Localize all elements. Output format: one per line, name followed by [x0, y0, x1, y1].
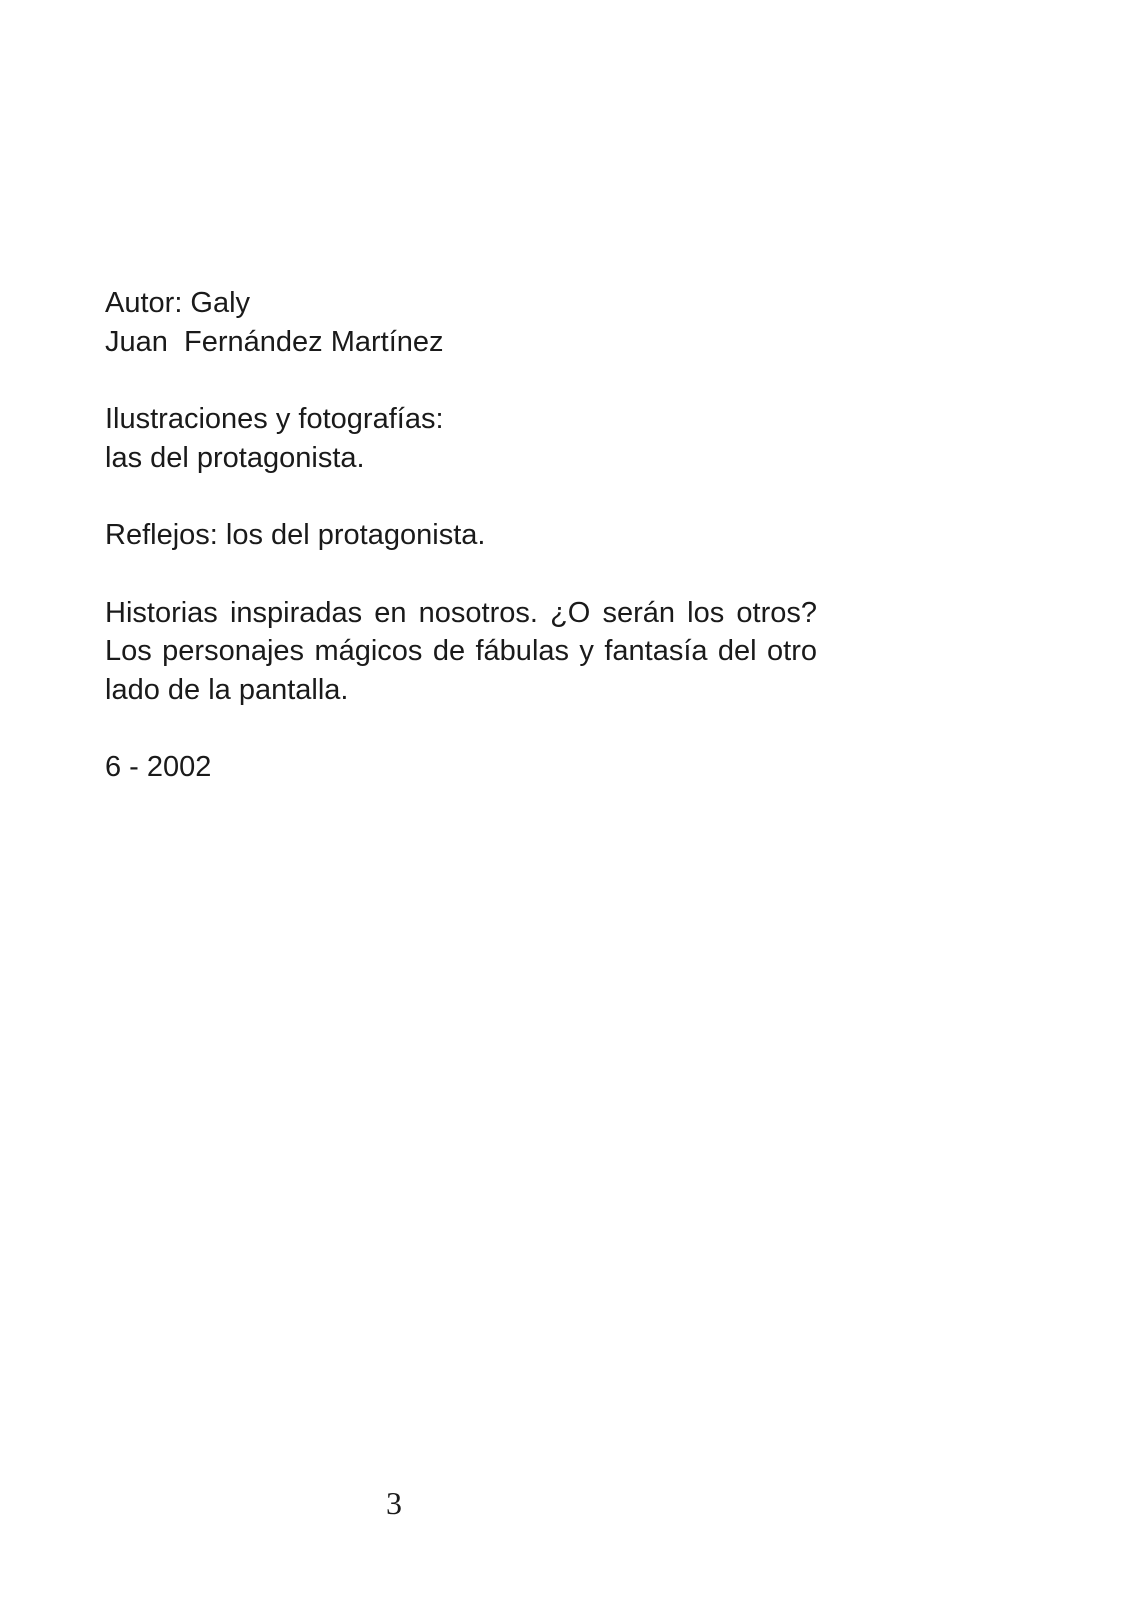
spacer [105, 555, 817, 594]
author-label: Autor: Galy [105, 287, 251, 319]
spacer [105, 477, 817, 516]
page-number: 3 [386, 1485, 402, 1521]
stories-paragraph: Historias inspiradas en nosotros. ¿O serán los otros? Los personajes mágicos de fábulas y fantasía del otro lado de la pantalla. [105, 596, 817, 706]
spacer [105, 709, 817, 748]
illustrations-line-1: Ilustraciones y fotografías: [105, 403, 444, 435]
date-line: 6 - 2002 [105, 751, 212, 783]
author-name: Juan Fernández Martínez [105, 325, 444, 358]
illustrations-line-2: las del protagonista. [105, 441, 365, 474]
credits-block [105, 284, 817, 787]
reflections-line: Reflejos: los del protagonista. [105, 519, 486, 551]
spacer [105, 361, 817, 400]
